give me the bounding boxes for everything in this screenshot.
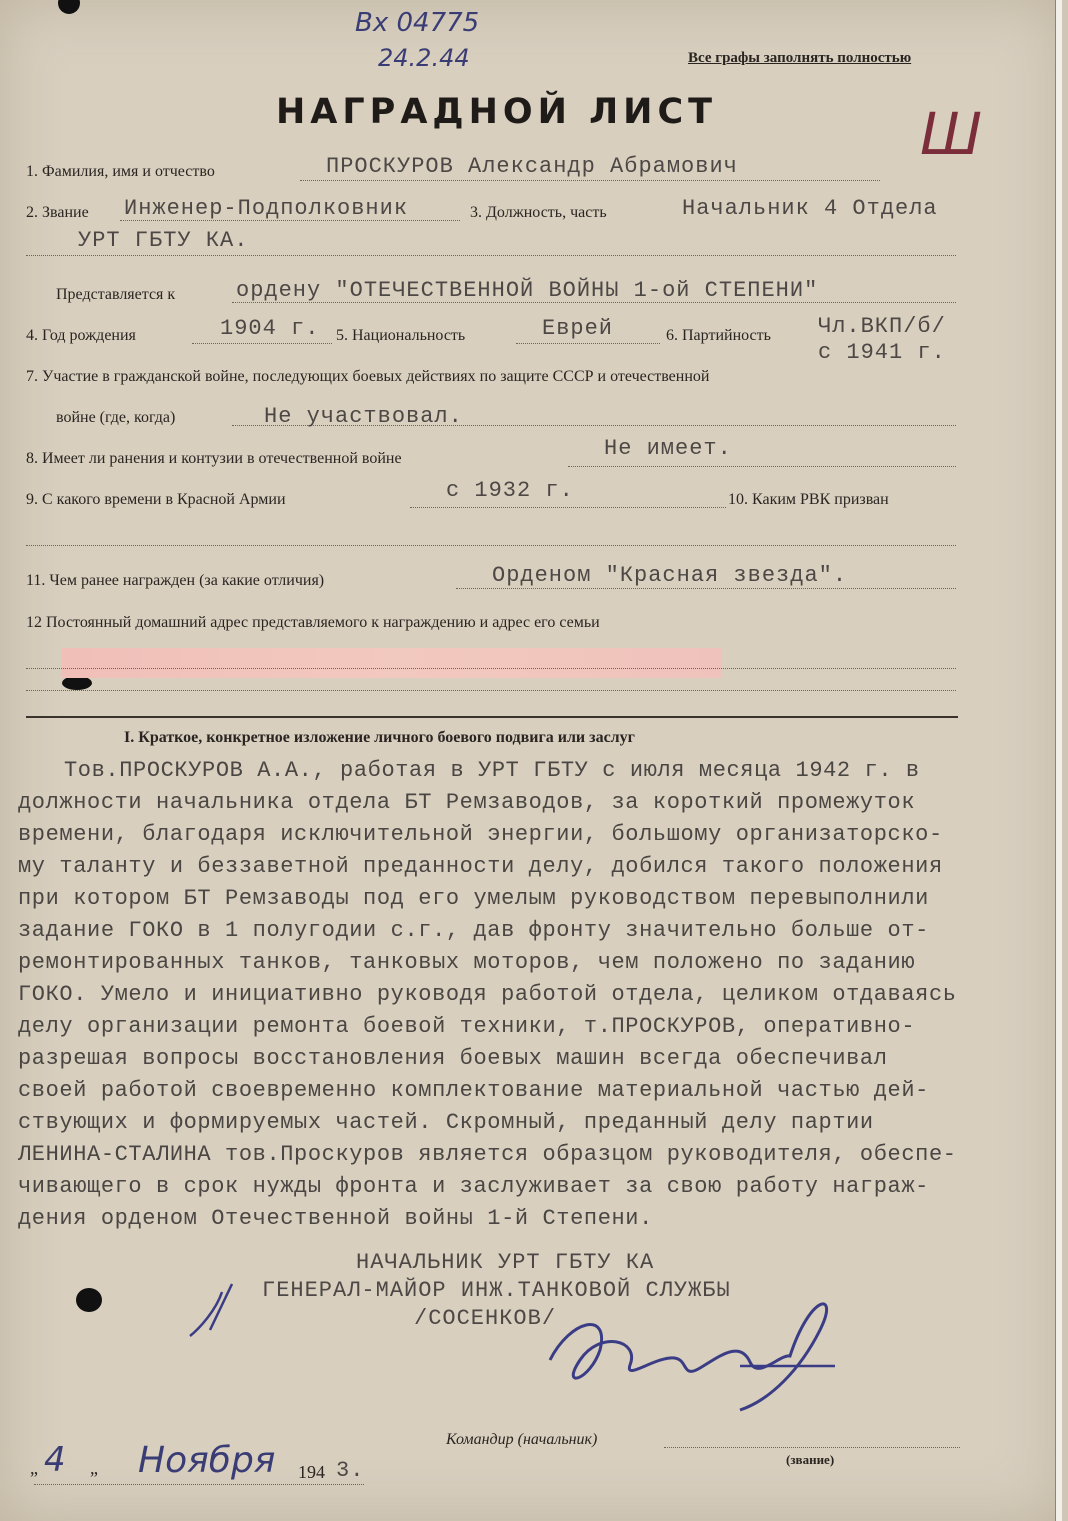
citation-line: ствующих и формируемых частей. Скромный, преданный делу партии <box>18 1110 874 1135</box>
date-quote-open: „ <box>30 1458 38 1478</box>
field-1-label: 1. Фамилия, имя и отчество <box>26 163 215 180</box>
date-year-prefix: 194 <box>298 1462 325 1482</box>
citation-line: разрешая вопросы восстановления боевых машин всегда обеспечивал <box>18 1046 888 1071</box>
field-12-label: 12 Постоянный домашний адрес представляемого к награждению и адрес его семьи <box>26 614 600 631</box>
section-divider <box>26 716 958 718</box>
citation-line: му таланту и беззаветной преданности делу, добился такого положения <box>18 854 943 879</box>
field-5-value: Еврей <box>542 316 614 341</box>
field-9-label: 9. С какого времени в Красной Армии <box>26 491 286 508</box>
citation-line: времени, благодаря исключительной энергии, большому организаторско- <box>18 822 943 847</box>
commander-label: Командир (начальник) <box>446 1431 598 1448</box>
field-1-value: ПРОСКУРОВ Александр Абрамович <box>326 154 738 179</box>
field-7-label-cont: войне (где, когда) <box>56 409 176 426</box>
field-2-label: 2. Звание <box>26 204 89 221</box>
field-7-label: 7. Участие в гражданской войне, последующих боевых действиях по защите СССР и отечественной <box>26 368 710 385</box>
field-12-line-2 <box>26 690 956 691</box>
date-month: Ноября <box>138 1440 276 1481</box>
signature-name: /СОСЕНКОВ/ <box>414 1306 557 1331</box>
inbox-number: Вх 04775 <box>355 8 480 38</box>
field-4-label: 4. Год рождения <box>26 327 136 344</box>
citation-line: чивающего в срок нужды фронта и заслуживает за свою работу награж- <box>18 1174 929 1199</box>
citation-line: ГОКО. Умело и инициативно руководя работой отдела, целиком отдаваясь <box>18 982 957 1007</box>
citation-line: Тов.ПРОСКУРОВ А.А., работая в УРТ ГБТУ с июля месяца 1942 г. в <box>64 758 920 783</box>
fill-note: Все графы заполнять полностью <box>688 50 912 66</box>
citation-line: задание ГОКО в 1 полугодии с.г., дав фронту значительно больше от- <box>18 918 929 943</box>
rank-label: (звание) <box>786 1452 835 1467</box>
field-5-line <box>516 343 660 344</box>
commander-line <box>664 1447 960 1448</box>
field-2-value: Инженер-Подполковник <box>124 196 409 221</box>
redacted-address <box>62 648 722 678</box>
field-8-label: 8. Имеет ли ранения и контузии в отечественной войне <box>26 450 402 467</box>
field-8-line <box>568 466 956 467</box>
ink-blot <box>58 0 80 14</box>
section-heading: I. Краткое, конкретное изложение личного боевого подвига или заслуг <box>124 729 635 746</box>
field-12-line <box>26 668 956 669</box>
signature-title: НАЧАЛЬНИК УРТ ГБТУ КА <box>356 1250 655 1275</box>
signature-rank: ГЕНЕРАЛ-МАЙОР ИНЖ.ТАНКОВОЙ СЛУЖБЫ <box>262 1278 731 1303</box>
presented-value: ордену "ОТЕЧЕСТВЕННОЙ ВОЙНЫ 1-ой СТЕПЕНИ" <box>236 278 819 303</box>
date-year-suffix: 3. <box>336 1458 365 1483</box>
corner-mark: Ш <box>920 100 983 168</box>
field-7-value: Не участвовал. <box>264 404 463 429</box>
field-6-value-cont: с 1941 г. <box>818 340 946 365</box>
field-3-value: Начальник 4 Отдела <box>682 196 938 221</box>
citation-line: при котором БТ Ремзаводы под его умелым руководством перевыполнили <box>18 886 929 911</box>
field-5-label: 5. Национальность <box>336 327 466 344</box>
citation-line: ремонтированных танков, танковых моторов, чем положено по заданию <box>18 950 916 975</box>
inbox-date: 24.2.44 <box>378 44 470 72</box>
citation-line: дения орденом Отечественной войны 1-й Степени. <box>18 1206 653 1231</box>
presented-label: Представляется к <box>56 286 176 303</box>
citation-line: должности начальника отдела БТ Ремзаводов, за короткий промежуток <box>18 790 916 815</box>
field-6-value: Чл.ВКП/б/ <box>818 314 946 339</box>
date-line <box>34 1484 364 1485</box>
field-3-value-cont: УРТ ГБТУ КА. <box>78 228 249 253</box>
date-day: 4 <box>44 1440 66 1480</box>
field-11-value: Орденом "Красная звезда". <box>492 563 848 588</box>
ink-blot <box>62 676 92 690</box>
handwritten-signature <box>180 1270 860 1420</box>
field-3-line-2 <box>26 255 956 256</box>
field-11-label: 11. Чем ранее награжден (за какие отличия) <box>26 572 325 589</box>
field-9-line <box>410 507 726 508</box>
page-title: НАГРАДНОЙ ЛИСТ <box>276 92 718 132</box>
field-10-line-2 <box>26 545 956 546</box>
field-3-label: 3. Должность, часть <box>470 204 607 221</box>
field-10-label: 10. Каким РВК призван <box>728 491 889 508</box>
ink-blot <box>76 1288 102 1312</box>
field-4-line <box>192 343 332 344</box>
field-8-value: Не имеет. <box>604 436 732 461</box>
citation-line: ЛЕНИНА-СТАЛИНА тов.Проскуров является образцом руководителя, обеспе- <box>18 1142 957 1167</box>
paper-edge <box>1055 0 1062 1521</box>
date-quote-close: „ <box>90 1458 98 1478</box>
field-9-value: с 1932 г. <box>446 478 574 503</box>
citation-line: своей работой своевременно комплектование материальной частью дей- <box>18 1078 929 1103</box>
field-11-line <box>456 588 956 589</box>
field-4-value: 1904 г. <box>220 316 320 341</box>
field-6-label: 6. Партийность <box>666 327 771 344</box>
citation-line: делу организации ремонта боевой техники, т.ПРОСКУРОВ, оперативно- <box>18 1014 916 1039</box>
field-1-line <box>300 180 880 181</box>
